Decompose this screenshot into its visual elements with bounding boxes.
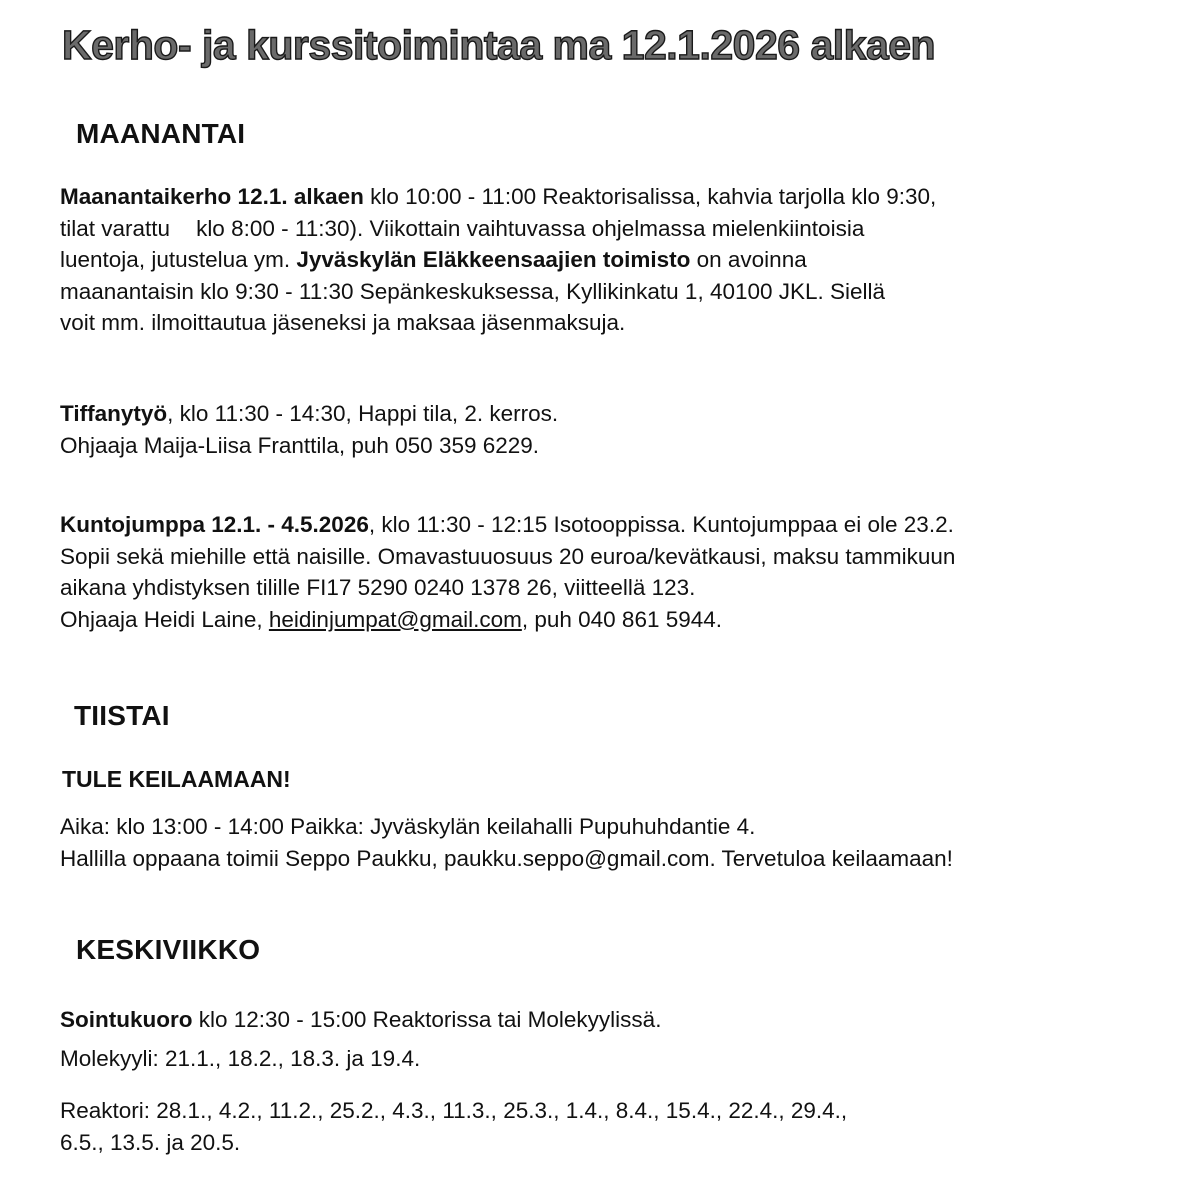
- bowling-heading: TULE KEILAAMAAN!: [62, 766, 291, 792]
- heading-tuesday: TIISTAI: [74, 700, 170, 731]
- monday-club-line-2b: klo 8:00 - 11:30). Viikottain vaihtuvassa ohjelmassa mielenkiintoisia: [196, 215, 865, 241]
- tiffany-line-1-text: , klo 11:30 - 14:30, Happi tila, 2. kerros.: [167, 401, 559, 426]
- gym-line-1-text: , klo 11:30 - 12:15 Isotooppissa. Kuntojumppaa ei ole 23.2.: [368, 512, 954, 537]
- gym-line-1: [60, 509, 955, 541]
- monday-club-line-1: [60, 181, 936, 213]
- monday-club-line-3-end: on avoinna: [690, 247, 807, 273]
- choir-line-1: [60, 1004, 661, 1036]
- gym-line-3: aikana yhdistyksen tilille FI17 5290 0240 1378 26, viitteellä 123.: [60, 575, 696, 601]
- choir-line-1-text: klo 12:30 - 15:00 Reaktorissa tai Molekyylissä.: [192, 1007, 662, 1032]
- monday-club-line-2: [60, 213, 936, 245]
- tiffany-line-2: Ohjaaja Maija-Liisa Franttila, puh 050 359 6229.: [60, 432, 540, 458]
- monday-club-title: Maanantaikerho 12.1. alkaen: [60, 184, 364, 209]
- monday-club-line-3: [60, 244, 936, 276]
- tiffany-title: Tiffanytyö: [60, 401, 168, 426]
- tiffany-block: [60, 398, 558, 461]
- bowling-block: [60, 811, 953, 874]
- choir-molekyyli-dates: Molekyyli: 21.1., 18.2., 18.3. ja 19.4.: [60, 1046, 421, 1071]
- gym-line-4-start: Ohjaaja Heidi Laine,: [60, 606, 269, 632]
- gym-line-4: [60, 604, 955, 636]
- monday-club-line-1-text: klo 10:00 - 11:00 Reaktorisalissa, kahvia tarjolla klo 9:30,: [363, 184, 937, 209]
- choir-reaktori-line-2: 6.5., 13.5. ja 20.5.: [60, 1129, 241, 1155]
- bowling-line-2: Hallilla oppaana toimii Seppo Paukku, paukku.seppo@gmail.com. Tervetuloa keilaamaan!: [60, 845, 953, 871]
- bowling-line-1: Aika: klo 13:00 - 14:00 Paikka: Jyväskylän keilahalli Pupuhuhdantie 4.: [60, 814, 756, 839]
- monday-club-line-4: maanantaisin klo 9:30 - 11:30 Sepänkeskuksessa, Kyllikinkatu 1, 40100 JKL. Siellä: [60, 278, 886, 304]
- choir-reaktori: [60, 1095, 847, 1158]
- heading-monday: MAANANTAI: [76, 118, 246, 149]
- choir-molekyyli: [60, 1043, 420, 1075]
- monday-club-line-5: voit mm. ilmoittautua jäseneksi ja maksaa jäsenmaksuja.: [60, 310, 626, 336]
- page-title: Kerho- ja kurssitoimintaa ma 12.1.2026 alkaen: [62, 22, 936, 68]
- choir-title: Sointukuoro: [60, 1007, 193, 1032]
- office-name: Jyväskylän Eläkkeensaajien toimisto: [296, 247, 691, 273]
- gym-line-2: Sopii sekä miehille että naisille. Omavastuuosuus 20 euroa/kevätkausi, maksu tammikuun: [60, 543, 956, 569]
- gym-line-4-end: , puh 040 861 5944.: [521, 606, 723, 632]
- choir-reaktori-line-1: Reaktori: 28.1., 4.2., 11.2., 25.2., 4.3., 11.3., 25.3., 1.4., 8.4., 15.4., 22.4., 29.4.,: [60, 1098, 848, 1123]
- heading-wednesday: KESKIVIIKKO: [76, 934, 261, 965]
- monday-club-line-2a: tilat varattu: [60, 215, 171, 241]
- monday-club-line-3-start: luentoja, jutustelua ym.: [60, 247, 297, 273]
- tiffany-line-1: [60, 398, 558, 430]
- gym-block: [60, 509, 955, 635]
- gym-title: Kuntojumppa 12.1. - 4.5.2026: [60, 512, 369, 537]
- gym-email-link[interactable]: heidinjumpat@gmail.com: [268, 606, 522, 632]
- monday-club-block: [60, 181, 936, 339]
- choir-block: [60, 1004, 661, 1036]
